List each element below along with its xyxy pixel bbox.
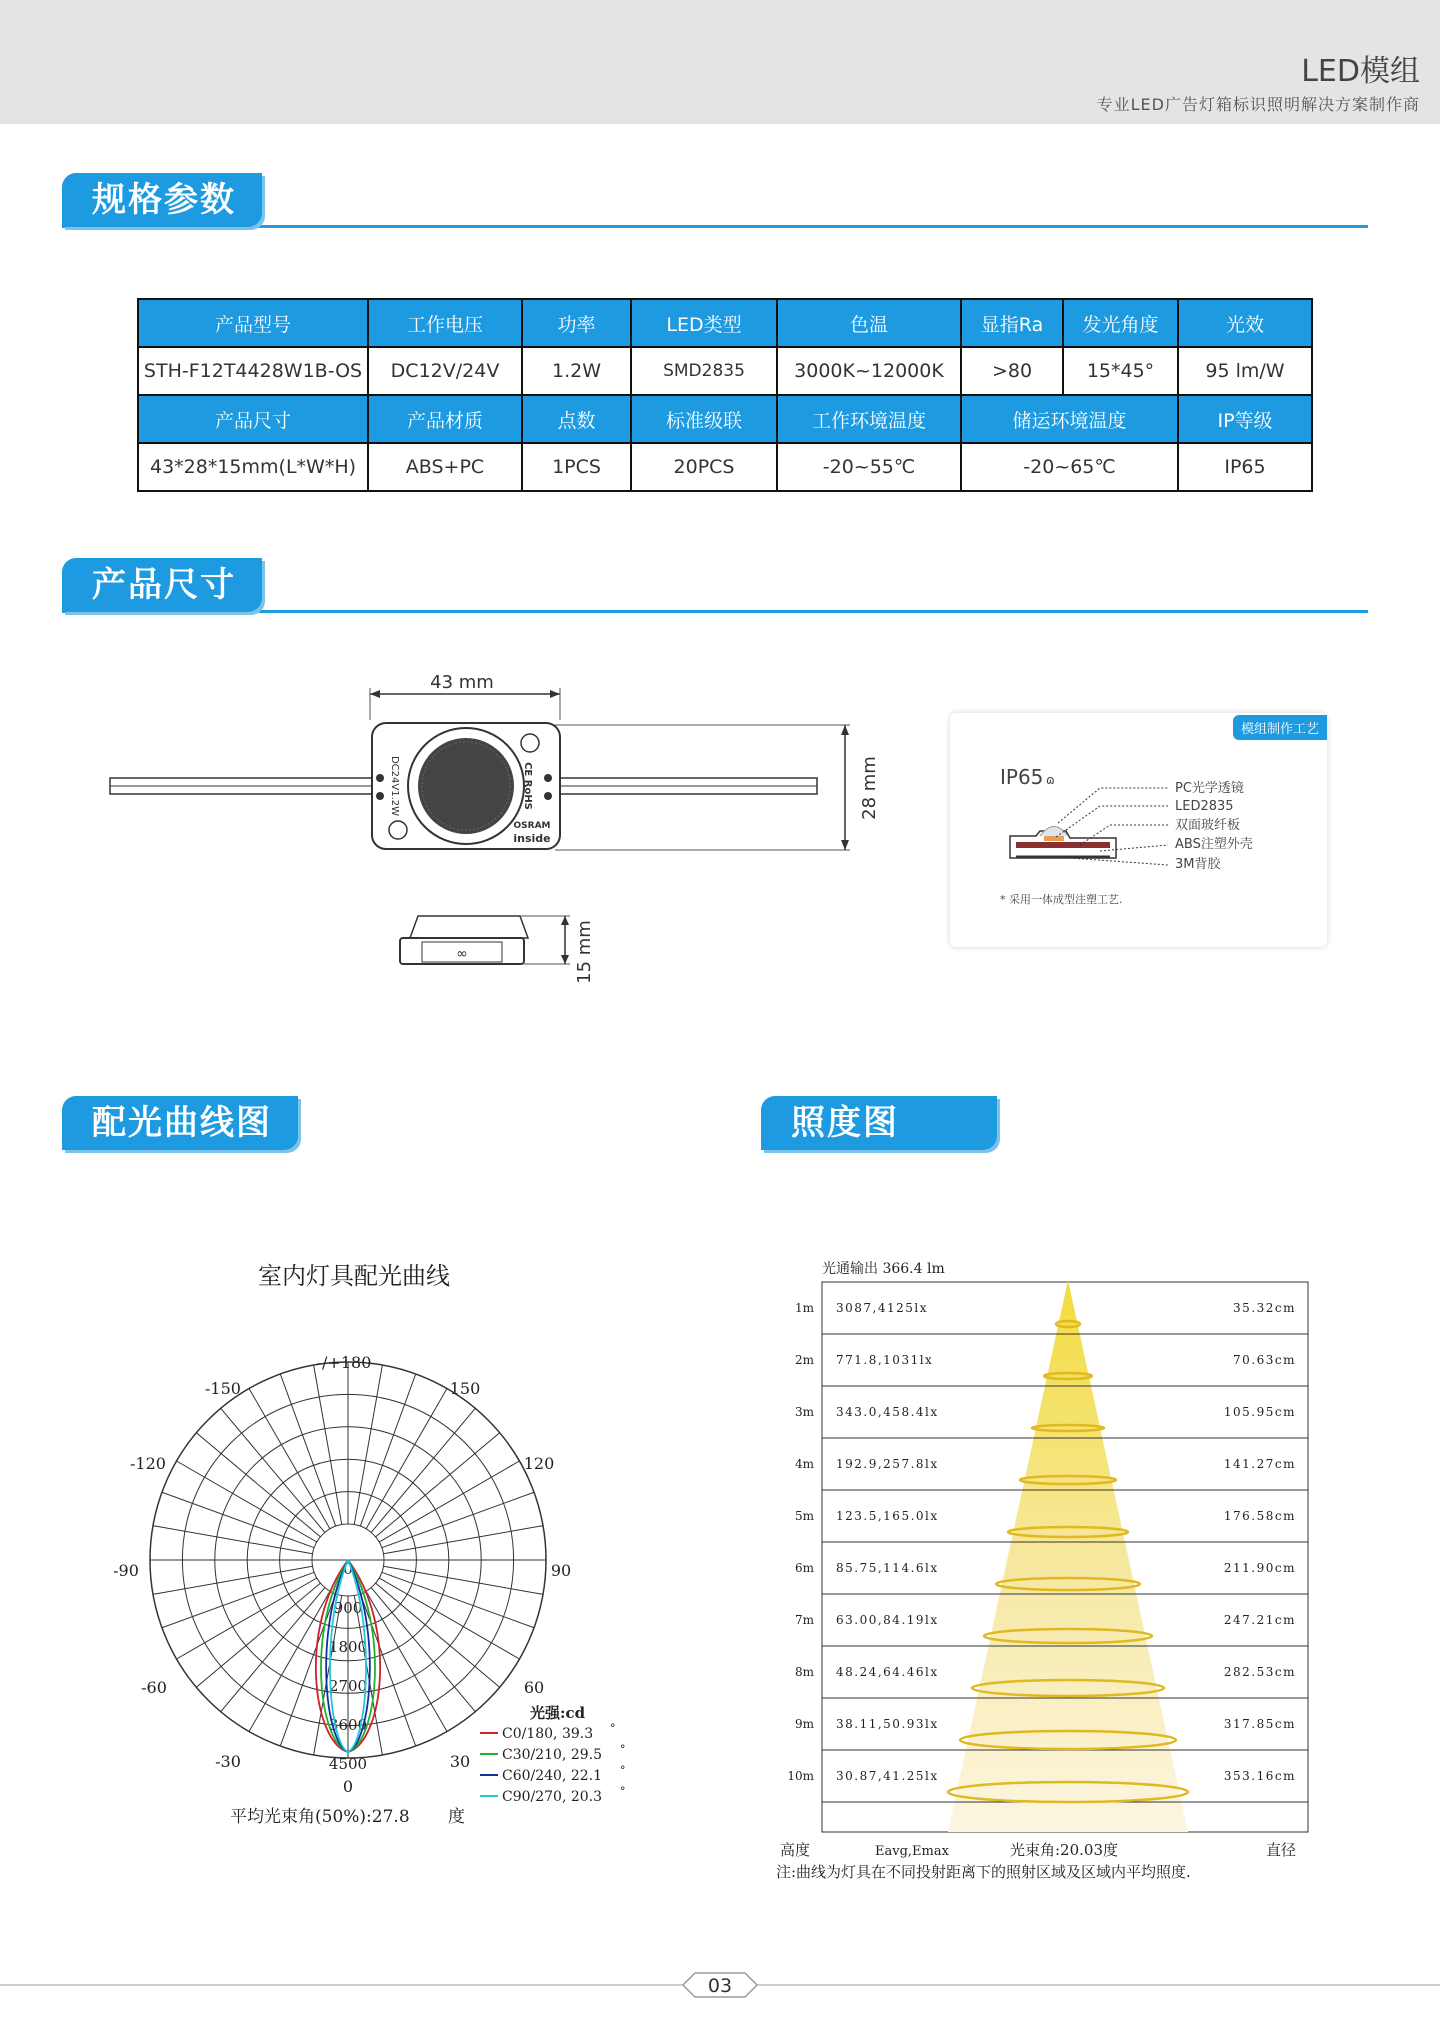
radial-label: 3600	[328, 1716, 368, 1734]
illum-note: 注:曲线为灯具在不同投射距离下的照射区域及区域内平均照度.	[776, 1863, 1191, 1881]
row-illuminance: 30.87,41.25lx	[836, 1769, 939, 1783]
layer-5: 3M背胶	[1175, 857, 1221, 872]
row-height: 3m	[794, 1405, 814, 1419]
process-card	[950, 713, 1327, 947]
spec-header-row	[138, 299, 1312, 347]
spec-value-row	[138, 347, 1312, 395]
dim-width-label: 28 mm	[859, 756, 880, 820]
td-angle: 15*45°	[1063, 347, 1178, 395]
radial-label: 900	[333, 1599, 363, 1617]
th-voltage: 工作电压	[368, 299, 522, 347]
polar-chart	[80, 1340, 640, 1840]
row-diameter: 176.58cm	[1223, 1509, 1296, 1523]
angle-label-l60: -60	[141, 1678, 167, 1697]
col-header-e: Eavg,Emax	[875, 1844, 949, 1859]
col-header-height: 高度	[780, 1841, 811, 1859]
row-diameter: 141.27cm	[1223, 1457, 1296, 1471]
row-illuminance: 343.0,458.4lx	[836, 1405, 939, 1419]
legend-item	[480, 1743, 626, 1763]
th-led-type: LED类型	[631, 299, 777, 347]
layer-2: LED2835	[1175, 799, 1234, 814]
row-illuminance: 63.00,84.19lx	[836, 1613, 939, 1627]
angle-label-top: -/+180	[316, 1353, 372, 1372]
process-ip: IP65	[1000, 765, 1044, 789]
beam-angle-label: 平均光束角(50%):27.8	[230, 1807, 410, 1827]
row-height: 9m	[794, 1717, 814, 1731]
legend-label: C60/240, 22.1	[502, 1768, 603, 1784]
section-size	[62, 558, 1368, 614]
section-rule	[62, 610, 1368, 613]
radial-label: 0	[343, 1560, 353, 1578]
td-voltage: DC12V/24V	[368, 347, 522, 395]
td-model: STH-F12T4428W1B-OS	[138, 347, 368, 395]
legend-title: 光强:cd	[530, 1704, 586, 1722]
beam-angle: 光束角:20.03度	[1010, 1841, 1118, 1859]
row-height: 7m	[794, 1613, 814, 1627]
dim-length-label: 43 mm	[430, 672, 494, 693]
radial-label: 4500	[328, 1755, 368, 1773]
td-ip: IP65	[1178, 443, 1312, 491]
row-diameter: 70.63cm	[1233, 1353, 1296, 1367]
td-cri: >80	[961, 347, 1063, 395]
th-cct: 色温	[777, 299, 961, 347]
col-header-diameter: 直径	[1266, 1841, 1297, 1859]
row-diameter: 282.53cm	[1223, 1665, 1296, 1679]
th-efficacy: 光效	[1178, 299, 1312, 347]
row-height: 6m	[794, 1561, 814, 1575]
angle-label-r120: 120	[523, 1454, 555, 1473]
td-cct: 3000K~12000K	[777, 347, 961, 395]
row-illuminance: 48.24,64.46lx	[836, 1665, 939, 1679]
td-work-temp: -20~55℃	[777, 443, 961, 491]
process-note: * 采用一体成型注塑工艺.	[1000, 893, 1123, 906]
svg-text:∞: ∞	[456, 946, 468, 962]
td-power: 1.2W	[522, 347, 631, 395]
header-subtitle: 专业LED广告灯箱标识照明解决方案制作商	[1096, 95, 1420, 114]
td-storage-temp: -20~65℃	[961, 443, 1178, 491]
angle-label-r150: 150	[449, 1379, 481, 1398]
section-title-light: 配光曲线图	[62, 1096, 298, 1150]
section-light	[62, 1096, 298, 1152]
row-height: 8m	[794, 1665, 814, 1679]
td-cascade: 20PCS	[631, 443, 777, 491]
module-voltage-text: DC24V1.2W	[389, 755, 400, 817]
angle-label-l30: -30	[215, 1752, 241, 1771]
row-diameter: 317.85cm	[1223, 1717, 1296, 1731]
process-badge: 模组制作工艺	[1233, 715, 1327, 740]
row-diameter: 211.90cm	[1223, 1561, 1296, 1575]
svg-text:°: °	[620, 1785, 626, 1798]
row-diameter: 105.95cm	[1223, 1405, 1296, 1419]
module-brand-text: OSRAM	[513, 821, 551, 831]
legend-label: C90/270, 20.3	[502, 1789, 603, 1805]
legend-label: C30/210, 29.5	[502, 1747, 603, 1763]
row-height: 4m	[794, 1457, 814, 1471]
th-material: 产品材质	[368, 395, 522, 443]
td-led-type: SMD2835	[631, 347, 777, 395]
top-banner	[0, 0, 1440, 124]
row-height: 5m	[794, 1509, 814, 1523]
row-diameter: 353.16cm	[1223, 1769, 1296, 1783]
angle-label-bottom: 0	[342, 1777, 354, 1796]
row-diameter: 247.21cm	[1223, 1613, 1296, 1627]
spec-table	[137, 298, 1313, 492]
svg-text:°: °	[620, 1764, 626, 1777]
section-rule	[62, 225, 1368, 228]
module-brand-text-2: inside	[513, 832, 551, 845]
section-title-spec: 规格参数	[62, 173, 262, 227]
legend-item	[480, 1722, 616, 1742]
legend-item	[480, 1764, 626, 1784]
row-illuminance: 123.5,165.0lx	[836, 1509, 939, 1523]
th-model: 产品型号	[138, 299, 368, 347]
th-cri: 显指Ra	[961, 299, 1063, 347]
angle-label-r90: 90	[550, 1561, 572, 1580]
page-number: 03	[707, 1975, 733, 1997]
section-title-illum: 照度图	[761, 1096, 997, 1150]
row-illuminance: 192.9,257.8lx	[836, 1457, 939, 1471]
layer-4: ABS注塑外壳	[1175, 837, 1253, 852]
section-spec	[62, 173, 1368, 229]
row-height: 2m	[794, 1353, 814, 1367]
layer-1: PC光学透镜	[1175, 781, 1244, 796]
row-illuminance: 38.11,50.93lx	[836, 1717, 939, 1731]
th-work-temp: 工作环境温度	[777, 395, 961, 443]
angle-label-l120: -120	[130, 1454, 166, 1473]
radial-label: 2700	[328, 1677, 368, 1695]
row-height: 10m	[787, 1769, 814, 1783]
svg-text:°: °	[610, 1722, 616, 1735]
dim-height-label: 15 mm	[574, 920, 595, 984]
row-illuminance: 771.8,1031lx	[836, 1353, 934, 1367]
legend-label: C0/180, 39.3	[502, 1726, 594, 1742]
illum-title: 光通输出 366.4 lm	[822, 1261, 945, 1277]
polar-legend	[480, 1722, 626, 1805]
svg-text:°: °	[620, 1743, 626, 1756]
row-illuminance: 3087,4125lx	[836, 1301, 928, 1315]
th-cascade: 标准级联	[631, 395, 777, 443]
process-diagram	[950, 713, 1327, 947]
angle-label-l150: -150	[205, 1379, 241, 1398]
th-angle: 发光角度	[1063, 299, 1178, 347]
footer	[0, 1965, 1440, 2005]
layer-3: 双面玻纤板	[1175, 818, 1241, 833]
row-illuminance: 85.75,114.6lx	[836, 1561, 939, 1575]
polar-title: 室内灯具配光曲线	[258, 1262, 450, 1290]
td-size: 43*28*15mm(L*W*H)	[138, 443, 368, 491]
row-height: 1m	[794, 1301, 814, 1315]
radial-label: 1800	[328, 1638, 368, 1656]
spec-value-row-2	[138, 443, 1312, 491]
beam-angle-unit: 度	[448, 1807, 465, 1827]
lens	[418, 738, 514, 834]
illuminance-chart	[770, 1250, 1330, 1890]
module-drawing	[100, 660, 880, 1000]
td-points: 1PCS	[522, 443, 631, 491]
module-cert-text: CE RoHS	[522, 762, 533, 810]
th-size: 产品尺寸	[138, 395, 368, 443]
svg-text:ɷ: ɷ	[1046, 773, 1055, 787]
th-power: 功率	[522, 299, 631, 347]
row-diameter: 35.32cm	[1233, 1301, 1296, 1315]
spec-header-row-2	[138, 395, 1312, 443]
th-ip: IP等级	[1178, 395, 1312, 443]
th-storage-temp: 储运环境温度	[961, 395, 1178, 443]
section-illum	[761, 1096, 997, 1152]
angle-label-r30: 30	[449, 1752, 471, 1771]
header-title: LED模组	[1301, 54, 1420, 89]
legend-item	[480, 1785, 626, 1805]
td-efficacy: 95 lm/W	[1178, 347, 1312, 395]
angle-label-l90: -90	[113, 1561, 139, 1580]
th-points: 点数	[522, 395, 631, 443]
section-title-size: 产品尺寸	[62, 558, 262, 612]
td-material: ABS+PC	[368, 443, 522, 491]
angle-label-r60: 60	[523, 1678, 545, 1697]
